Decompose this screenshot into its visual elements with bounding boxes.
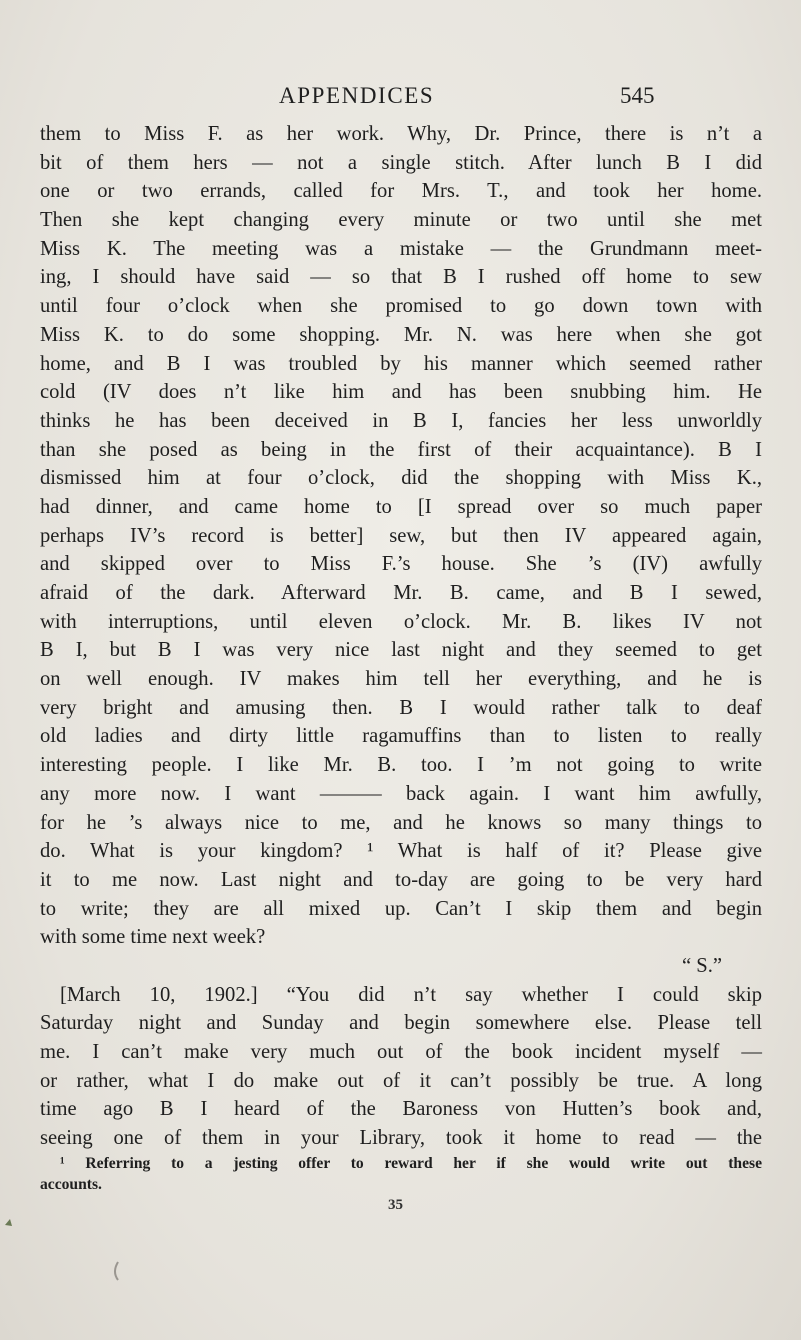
text-line: seeing one of them in your Library, took it home to read — the <box>40 1127 762 1150</box>
text-line: old ladies and dirty little ragamuffins than to listen to really <box>40 725 762 748</box>
text-line: perhaps IV’s record is better] sew, but then IV appeared again, <box>40 524 762 547</box>
text-line: and skipped over to Miss F.’s house. She ’s (IV) awfully <box>40 553 762 576</box>
text-line: had dinner, and came home to [I spread over so much paper <box>40 495 762 518</box>
text-line: Saturday night and Sunday and begin somewhere else. Please tell <box>40 1012 762 1035</box>
text-line: any more now. I want ——— back again. I want him awfully, <box>40 782 762 805</box>
text-line: Miss K. to do some shopping. Mr. N. was here when she got <box>40 323 762 346</box>
text-line: it to me now. Last night and to-day are going to be very hard <box>40 868 762 891</box>
text-line: one or two errands, called for Mrs. T., and took her home. <box>40 180 762 203</box>
text-line: on well enough. IV makes him tell her everything, and he is <box>40 668 762 691</box>
text-line: with interruptions, until eleven o’clock. Mr. B. likes IV not <box>40 610 762 633</box>
text-line: very bright and amusing then. B I would rather talk to deaf <box>40 696 762 719</box>
text-line: until four o’clock when she promised to go down town with <box>40 295 762 318</box>
text-line: with some time next week? <box>40 926 266 949</box>
text-line: or rather, what I do make out of it can’t possibly be true. A long <box>40 1069 762 1092</box>
footnote-line: accounts. <box>40 1176 102 1193</box>
text-line: Then she kept changing every minute or two until she met <box>40 209 762 232</box>
text-line: B I, but B I was very nice last night and they seemed to get <box>40 639 762 662</box>
text-line: time ago B I heard of the Baroness von Hutten’s book and, <box>40 1098 762 1121</box>
text-line: bit of them hers — not a single stitch. After lunch B I did <box>40 151 762 174</box>
text-line: interesting people. I like Mr. B. too. I ’m not going to write <box>40 754 762 777</box>
printer-signature-mark: 35 <box>388 1197 403 1213</box>
text-line: for he ’s always nice to me, and he knows so many things to <box>40 811 762 834</box>
text-line: home, and B I was troubled by his manner which seemed rather <box>40 352 762 375</box>
footnote-line: ¹ Referring to a jesting offer to reward her if she would write out these <box>60 1155 762 1172</box>
text-line: afraid of the dark. Afterward Mr. B. came, and B I sewed, <box>40 582 762 604</box>
text-line: ing, I should have said — so that B I rushed off home to sew <box>40 266 762 289</box>
text-line: [March 10, 1902.] “You did n’t say whether I could skip <box>60 983 762 1006</box>
text-line: cold (IV does n’t like him and has been snubbing him. He <box>40 381 762 404</box>
page-number: 545 <box>620 83 655 108</box>
pencil-mark <box>115 1262 118 1280</box>
text-line: than she posed as being in the first of their acquaintance). B I <box>40 438 762 461</box>
text-line: do. What is your kingdom? ¹ What is half of it? Please give <box>40 840 762 863</box>
text-line: thinks he has been deceived in B I, fancies her less unworldly <box>40 409 762 432</box>
running-head: APPENDICES <box>279 83 435 108</box>
text-line: them to Miss F. as her work. Why, Dr. Prince, there is n’t a <box>40 123 762 145</box>
text-line: to write; they are all mixed up. Can’t I skip them and begin <box>40 897 762 920</box>
text-line: Miss K. The meeting was a mistake — the Grundmann meet- <box>40 237 762 260</box>
letter-signature: “ S.” <box>681 954 722 977</box>
ink-blot-mark <box>5 1219 12 1226</box>
text-line: dismissed him at four o’clock, did the shopping with Miss K., <box>40 467 762 490</box>
text-line: me. I can’t make very much out of the book incident myself — <box>40 1041 762 1063</box>
